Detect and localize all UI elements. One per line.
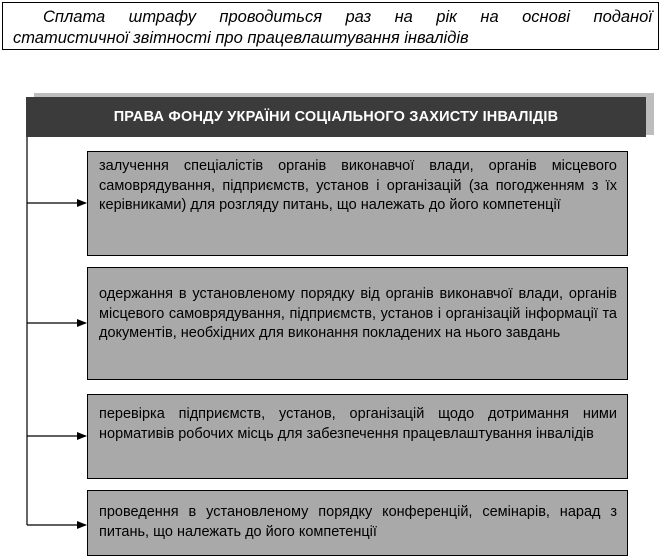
intro-note-line-2: статистичної звітності про працевлаштування інвалідів	[13, 29, 469, 47]
right-item-1	[87, 151, 628, 256]
right-item-4	[87, 490, 628, 556]
right-item-1-text: залучення спеціалістів органів виконавчої влади, органів місцевого самоврядування, підприємств, установ і організацій (за погодженням з їх керівниками) для розгляду питань, що належать до його компетенції	[99, 158, 617, 213]
right-item-2	[87, 267, 628, 380]
right-item-3-text: перевірка підприємств, установ, організацій щодо дотримання ними нормативів робочих місць для забезпечення працевлаштування інвалідів	[99, 406, 617, 442]
intro-note-line-1: Сплата штрафу проводиться раз на рік на основі поданої	[43, 8, 652, 26]
diagram-header-title: ПРАВА ФОНДУ УКРАЇНИ СОЦІАЛЬНОГО ЗАХИСТУ ІНВАЛІДІВ	[113, 109, 559, 125]
right-item-2-text: одержання в установленому порядку від органів виконавчої влади, органів місцевого самоврядування, підприємств, установ і організацій інформації та документів, необхідних для виконання покладених на нього завдань	[99, 286, 617, 341]
right-item-4-text: проведення в установленому порядку конференцій, семінарів, нарад з питань, що належать до його компетенції	[99, 504, 617, 540]
right-item-3	[87, 394, 628, 479]
